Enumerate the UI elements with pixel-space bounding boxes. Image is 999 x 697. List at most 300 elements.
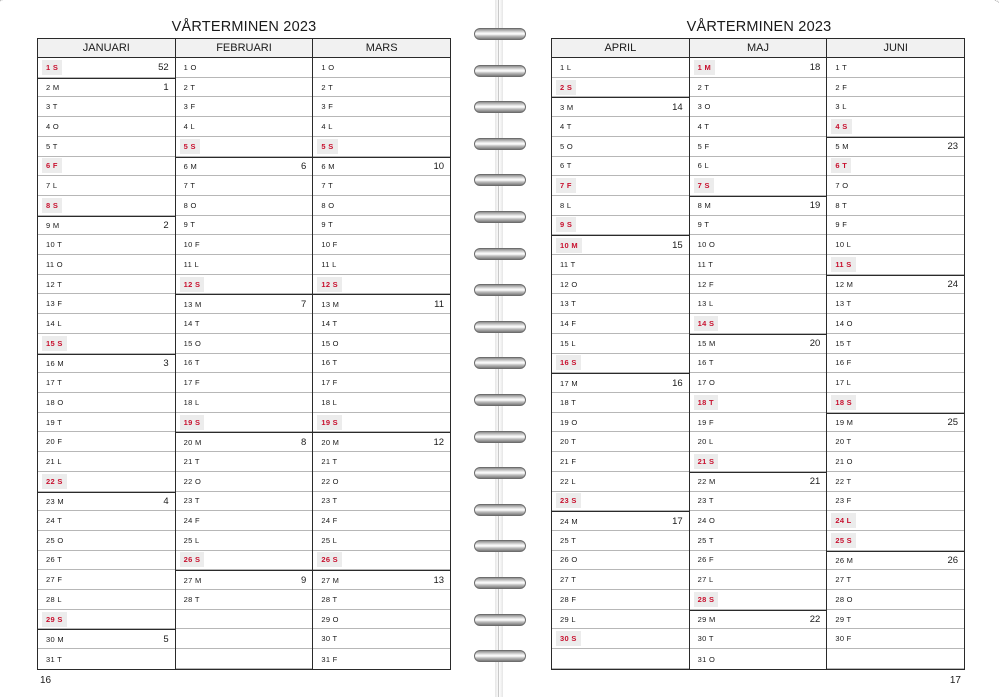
day-label: 8 M xyxy=(697,201,712,211)
day-row[interactable] xyxy=(176,393,313,413)
day-row[interactable] xyxy=(552,354,689,374)
day-row[interactable] xyxy=(313,570,450,590)
day-row[interactable] xyxy=(827,196,964,216)
day-row[interactable] xyxy=(313,97,450,117)
day-label: 25 T xyxy=(697,535,714,545)
day-row[interactable] xyxy=(690,176,827,196)
day-row[interactable] xyxy=(176,176,313,196)
day-label: 22 T xyxy=(835,476,852,486)
day-label: 7 F xyxy=(556,178,576,193)
day-label: 18 L xyxy=(183,397,200,407)
day-row[interactable] xyxy=(690,511,827,531)
day-label: 26 M xyxy=(835,555,854,565)
day-label: 16 M xyxy=(46,358,64,368)
day-row[interactable] xyxy=(690,373,827,393)
day-row[interactable] xyxy=(827,629,964,649)
day-label: 17 O xyxy=(697,378,716,388)
day-row[interactable] xyxy=(176,511,313,531)
week-number: 13 xyxy=(433,574,445,586)
day-row[interactable] xyxy=(552,492,689,512)
day-label: 22 O xyxy=(183,476,202,486)
day-row[interactable] xyxy=(313,117,450,137)
day-label: 26 S xyxy=(180,552,205,567)
day-row[interactable] xyxy=(827,97,964,117)
page-number: 16 xyxy=(40,675,52,686)
day-label: 19 S xyxy=(317,415,342,430)
day-label: 23 F xyxy=(835,496,852,506)
day-row[interactable] xyxy=(690,354,827,374)
day-row[interactable] xyxy=(552,275,689,295)
day-row[interactable] xyxy=(38,97,175,117)
day-row[interactable] xyxy=(176,137,313,157)
day-row[interactable] xyxy=(313,255,450,275)
day-row[interactable] xyxy=(38,531,175,551)
day-row[interactable] xyxy=(38,413,175,433)
day-row[interactable] xyxy=(690,78,827,98)
day-label: 10 M xyxy=(556,238,582,253)
day-row[interactable] xyxy=(38,235,175,255)
day-label: 29 O xyxy=(321,614,339,624)
day-row[interactable] xyxy=(313,590,450,610)
day-label: 31 F xyxy=(321,654,338,664)
day-row[interactable] xyxy=(176,117,313,137)
day-row[interactable] xyxy=(176,294,313,314)
day-label: 16 T xyxy=(183,358,200,368)
week-number: 8 xyxy=(301,436,307,448)
day-label: 26 S xyxy=(317,552,342,567)
calendar-grid xyxy=(37,38,451,670)
day-label: 14 F xyxy=(560,319,577,329)
day-row[interactable] xyxy=(38,58,175,78)
day-label: 6 M xyxy=(321,161,335,171)
day-row[interactable] xyxy=(38,294,175,314)
day-row[interactable] xyxy=(552,137,689,157)
day-row[interactable] xyxy=(313,472,450,492)
day-label: 29 S xyxy=(42,612,67,627)
day-label: 23 S xyxy=(556,493,581,508)
day-row[interactable] xyxy=(552,78,689,98)
day-row[interactable] xyxy=(176,432,313,452)
day-row[interactable] xyxy=(38,649,175,669)
empty-row xyxy=(176,649,313,669)
month-header: JANUARI xyxy=(38,39,175,58)
empty-row xyxy=(827,649,964,669)
day-label: 12 S xyxy=(317,277,342,292)
day-row[interactable] xyxy=(827,610,964,630)
day-row[interactable] xyxy=(552,432,689,452)
day-row[interactable] xyxy=(38,314,175,334)
day-row[interactable] xyxy=(313,452,450,472)
day-row[interactable] xyxy=(827,373,964,393)
day-row[interactable] xyxy=(176,531,313,551)
day-row[interactable] xyxy=(827,137,964,157)
day-row[interactable] xyxy=(827,314,964,334)
day-row[interactable] xyxy=(827,452,964,472)
day-label: 7 S xyxy=(694,178,714,193)
day-row[interactable] xyxy=(827,216,964,236)
day-label: 25 O xyxy=(46,535,64,545)
day-row[interactable] xyxy=(38,334,175,354)
day-row[interactable] xyxy=(690,275,827,295)
day-row[interactable] xyxy=(827,294,964,314)
day-row[interactable] xyxy=(827,334,964,354)
day-row[interactable] xyxy=(38,78,175,98)
day-row[interactable] xyxy=(38,157,175,177)
page-title: VÅRTERMINEN 2023 xyxy=(171,19,317,35)
day-label: 6 L xyxy=(697,161,709,171)
day-row[interactable] xyxy=(552,511,689,531)
day-row[interactable] xyxy=(176,452,313,472)
day-label: 1 M xyxy=(694,60,715,75)
day-row[interactable] xyxy=(827,432,964,452)
day-row[interactable] xyxy=(176,78,313,98)
day-row[interactable] xyxy=(313,629,450,649)
day-label: 19 F xyxy=(697,417,714,427)
day-label: 26 F xyxy=(697,555,714,565)
day-label: 21 F xyxy=(560,456,577,466)
day-label: 15 O xyxy=(183,338,202,348)
day-label: 31 O xyxy=(697,654,716,664)
day-row[interactable] xyxy=(313,373,450,393)
day-row[interactable] xyxy=(38,176,175,196)
day-row[interactable] xyxy=(827,117,964,137)
day-row[interactable] xyxy=(38,472,175,492)
day-row[interactable] xyxy=(552,590,689,610)
week-number: 1 xyxy=(163,82,169,94)
day-row[interactable] xyxy=(690,551,827,571)
day-row[interactable] xyxy=(176,590,313,610)
day-row[interactable] xyxy=(176,472,313,492)
day-label: 28 L xyxy=(46,594,62,604)
day-label: 10 F xyxy=(321,240,338,250)
week-number: 11 xyxy=(434,298,445,310)
day-row[interactable] xyxy=(552,294,689,314)
day-label: 14 S xyxy=(694,316,719,331)
day-label: 2 F xyxy=(835,82,848,92)
day-row[interactable] xyxy=(38,196,175,216)
day-row[interactable] xyxy=(827,393,964,413)
day-row[interactable] xyxy=(176,413,313,433)
day-label: 11 O xyxy=(46,259,63,269)
day-row[interactable] xyxy=(827,78,964,98)
day-label: 28 O xyxy=(835,594,853,604)
day-row[interactable] xyxy=(176,334,313,354)
day-row[interactable] xyxy=(690,255,827,275)
month-column xyxy=(312,39,450,669)
day-row[interactable] xyxy=(690,117,827,137)
day-row[interactable] xyxy=(313,176,450,196)
day-row[interactable] xyxy=(552,334,689,354)
month-column xyxy=(175,39,313,669)
day-row[interactable] xyxy=(552,255,689,275)
day-label: 2 T xyxy=(183,82,196,92)
day-row[interactable] xyxy=(313,492,450,512)
day-row[interactable] xyxy=(827,472,964,492)
day-row[interactable] xyxy=(38,629,175,649)
day-row[interactable] xyxy=(313,314,450,334)
day-label: 27 T xyxy=(560,575,577,585)
day-label: 9 T xyxy=(183,220,196,230)
day-row[interactable] xyxy=(313,551,450,571)
day-row[interactable] xyxy=(552,117,689,137)
day-row[interactable] xyxy=(827,58,964,78)
day-row[interactable] xyxy=(690,649,827,669)
week-number: 7 xyxy=(301,298,307,310)
day-label: 10 L xyxy=(835,240,852,250)
day-row[interactable] xyxy=(313,235,450,255)
week-number: 21 xyxy=(809,476,821,488)
day-label: 15 S xyxy=(42,336,67,351)
day-label: 19 O xyxy=(560,417,578,427)
week-number: 5 xyxy=(163,633,169,645)
day-row[interactable] xyxy=(313,531,450,551)
day-row[interactable] xyxy=(313,610,450,630)
day-row[interactable] xyxy=(690,393,827,413)
day-row[interactable] xyxy=(827,176,964,196)
day-row[interactable] xyxy=(690,137,827,157)
day-row[interactable] xyxy=(176,492,313,512)
day-row[interactable] xyxy=(313,432,450,452)
day-label: 11 L xyxy=(183,259,199,269)
day-row[interactable] xyxy=(552,570,689,590)
day-row[interactable] xyxy=(690,610,827,630)
day-label: 8 L xyxy=(560,200,572,210)
day-label: 25 L xyxy=(183,535,200,545)
day-label: 17 F xyxy=(321,378,338,388)
day-label: 7 L xyxy=(46,181,58,191)
day-row[interactable] xyxy=(176,373,313,393)
day-row[interactable] xyxy=(38,590,175,610)
day-row[interactable] xyxy=(552,413,689,433)
day-row[interactable] xyxy=(176,570,313,590)
day-row[interactable] xyxy=(313,354,450,374)
day-label: 1 O xyxy=(183,62,197,72)
day-row[interactable] xyxy=(827,413,964,433)
day-row[interactable] xyxy=(38,432,175,452)
day-row[interactable] xyxy=(552,373,689,393)
left-page xyxy=(0,0,495,697)
day-row[interactable] xyxy=(176,551,313,571)
day-row[interactable] xyxy=(176,157,313,177)
day-label: 24 O xyxy=(697,516,716,526)
day-row[interactable] xyxy=(690,157,827,177)
day-row[interactable] xyxy=(176,216,313,236)
day-label: 31 T xyxy=(46,654,63,664)
day-row[interactable] xyxy=(690,452,827,472)
day-row[interactable] xyxy=(313,275,450,295)
day-row[interactable] xyxy=(552,472,689,492)
day-row[interactable] xyxy=(827,551,964,571)
day-row[interactable] xyxy=(552,531,689,551)
day-row[interactable] xyxy=(552,551,689,571)
day-label: 12 M xyxy=(835,280,854,290)
empty-row xyxy=(176,610,313,630)
day-label: 16 S xyxy=(556,355,581,370)
day-row[interactable] xyxy=(690,314,827,334)
day-row[interactable] xyxy=(827,235,964,255)
day-row[interactable] xyxy=(313,294,450,314)
day-row[interactable] xyxy=(38,137,175,157)
day-label: 20 M xyxy=(321,437,340,447)
day-label: 15 O xyxy=(321,338,339,348)
day-label: 21 S xyxy=(694,454,719,469)
day-label: 19 M xyxy=(835,418,854,428)
day-row[interactable] xyxy=(690,492,827,512)
day-label: 22 S xyxy=(42,474,67,489)
day-row[interactable] xyxy=(313,413,450,433)
day-row[interactable] xyxy=(827,354,964,374)
day-row[interactable] xyxy=(690,294,827,314)
day-label: 13 T xyxy=(835,299,852,309)
day-label: 3 O xyxy=(697,102,711,112)
day-label: 8 S xyxy=(42,198,62,213)
day-row[interactable] xyxy=(552,216,689,236)
day-row[interactable] xyxy=(552,452,689,472)
day-row[interactable] xyxy=(38,551,175,571)
day-row[interactable] xyxy=(176,255,313,275)
day-row[interactable] xyxy=(176,275,313,295)
day-row[interactable] xyxy=(38,354,175,374)
day-row[interactable] xyxy=(313,157,450,177)
day-row[interactable] xyxy=(38,393,175,413)
day-row[interactable] xyxy=(38,492,175,512)
day-row[interactable] xyxy=(690,334,827,354)
day-label: 23 T xyxy=(321,496,338,506)
day-label: 10 O xyxy=(697,240,716,250)
day-label: 12 F xyxy=(697,279,714,289)
day-row[interactable] xyxy=(552,176,689,196)
day-label: 24 L xyxy=(831,513,855,528)
day-row[interactable] xyxy=(176,58,313,78)
day-row[interactable] xyxy=(176,314,313,334)
day-row[interactable] xyxy=(38,511,175,531)
day-row[interactable] xyxy=(552,235,689,255)
day-label: 14 L xyxy=(46,319,62,329)
day-label: 13 M xyxy=(183,299,202,309)
day-row[interactable] xyxy=(690,570,827,590)
day-row[interactable] xyxy=(176,354,313,374)
day-row[interactable] xyxy=(827,531,964,551)
day-label: 18 O xyxy=(46,397,64,407)
day-row[interactable] xyxy=(552,629,689,649)
day-label: 5 O xyxy=(560,141,573,151)
day-row[interactable] xyxy=(38,570,175,590)
day-row[interactable] xyxy=(827,157,964,177)
month-column xyxy=(38,39,175,669)
day-label: 4 L xyxy=(183,121,195,131)
day-label: 12 S xyxy=(180,277,205,292)
day-row[interactable] xyxy=(38,610,175,630)
day-row[interactable] xyxy=(690,196,827,216)
day-label: 9 M xyxy=(46,221,60,230)
day-label: 6 M xyxy=(183,161,198,171)
month-column xyxy=(552,39,689,669)
day-row[interactable] xyxy=(690,531,827,551)
day-row[interactable] xyxy=(176,235,313,255)
day-row[interactable] xyxy=(38,452,175,472)
day-row[interactable] xyxy=(827,590,964,610)
calendar-grid xyxy=(551,38,965,670)
day-row[interactable] xyxy=(690,472,827,492)
day-label: 12 T xyxy=(46,279,63,289)
day-row[interactable] xyxy=(690,413,827,433)
day-row[interactable] xyxy=(552,157,689,177)
day-row[interactable] xyxy=(38,275,175,295)
day-row[interactable] xyxy=(176,196,313,216)
day-row[interactable] xyxy=(690,432,827,452)
week-number: 23 xyxy=(947,141,959,153)
day-label: 20 F xyxy=(46,437,63,447)
day-row[interactable] xyxy=(313,334,450,354)
day-label: 25 S xyxy=(831,533,856,548)
day-row[interactable] xyxy=(313,137,450,157)
day-row[interactable] xyxy=(313,216,450,236)
day-row[interactable] xyxy=(38,216,175,236)
day-label: 5 F xyxy=(697,141,710,151)
day-label: 21 L xyxy=(46,456,62,466)
day-row[interactable] xyxy=(827,255,964,275)
day-row[interactable] xyxy=(313,393,450,413)
day-label: 29 T xyxy=(835,614,852,624)
day-row[interactable] xyxy=(313,511,450,531)
day-row[interactable] xyxy=(690,235,827,255)
day-label: 4 T xyxy=(697,121,710,131)
day-label: 4 S xyxy=(831,119,851,134)
week-number: 14 xyxy=(672,101,683,113)
day-row[interactable] xyxy=(827,492,964,512)
day-label: 6 F xyxy=(42,158,62,173)
week-number: 25 xyxy=(947,417,959,429)
empty-row xyxy=(552,649,689,669)
month-header: MAJ xyxy=(690,39,827,58)
day-row[interactable] xyxy=(690,629,827,649)
day-label: 5 T xyxy=(46,141,58,151)
day-row[interactable] xyxy=(313,649,450,669)
day-label: 9 S xyxy=(556,217,576,232)
day-row[interactable] xyxy=(827,275,964,295)
day-row[interactable] xyxy=(313,58,450,78)
day-row[interactable] xyxy=(690,58,827,78)
day-row[interactable] xyxy=(552,314,689,334)
day-row[interactable] xyxy=(313,196,450,216)
day-label: 24 M xyxy=(560,516,578,526)
day-row[interactable] xyxy=(38,373,175,393)
day-row[interactable] xyxy=(690,97,827,117)
day-row[interactable] xyxy=(827,570,964,590)
day-row[interactable] xyxy=(176,97,313,117)
day-row[interactable] xyxy=(690,216,827,236)
day-row[interactable] xyxy=(552,97,689,117)
day-label: 22 M xyxy=(697,477,716,487)
day-row[interactable] xyxy=(552,393,689,413)
day-label: 12 O xyxy=(560,279,578,289)
day-label: 15 L xyxy=(560,338,576,348)
right-page xyxy=(503,0,999,697)
day-label: 24 F xyxy=(183,516,200,526)
day-row[interactable] xyxy=(552,58,689,78)
day-row[interactable] xyxy=(38,117,175,137)
day-row[interactable] xyxy=(552,196,689,216)
day-row[interactable] xyxy=(38,255,175,275)
day-row[interactable] xyxy=(827,511,964,531)
day-label: 27 M xyxy=(321,575,340,585)
day-row[interactable] xyxy=(690,590,827,610)
day-label: 13 L xyxy=(697,299,714,309)
day-row[interactable] xyxy=(552,610,689,630)
day-label: 18 L xyxy=(321,397,338,407)
day-label: 22 L xyxy=(560,476,576,486)
day-row[interactable] xyxy=(313,78,450,98)
